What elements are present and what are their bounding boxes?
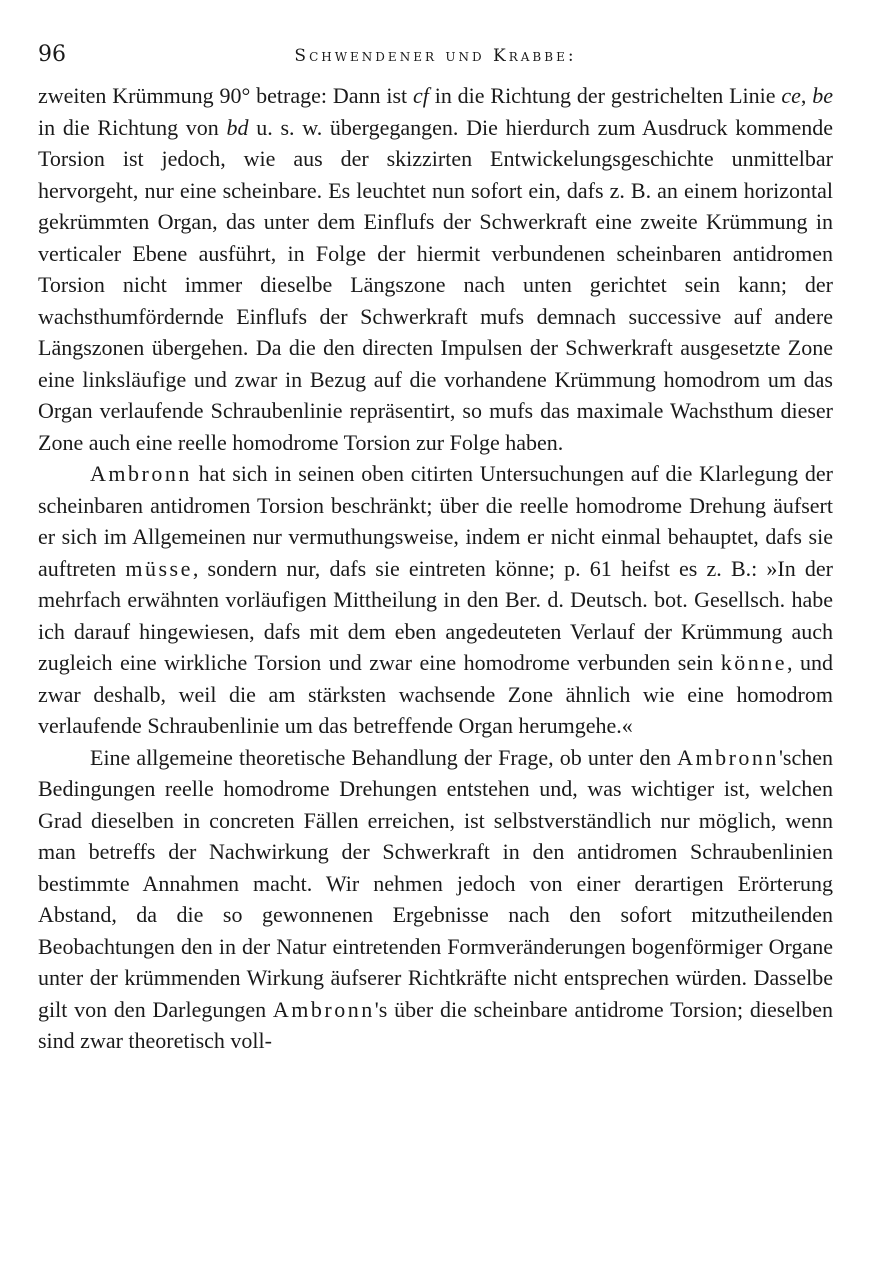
running-title: Schwendener und Krabbe: (294, 46, 577, 66)
paragraph-1 (38, 80, 833, 458)
spaced-name: Ambronn (90, 461, 192, 486)
text-run: , und zwar deshalb, weil die am stärksten wachsende Zone ähnlich wie eine homodrom verlaufende Schraubenlinie um das betreffende Organ herumgehe.« (38, 650, 833, 738)
document-page (38, 40, 833, 1057)
text-run: 's über die scheinbare antidrome Torsion; dieselben sind zwar theoretisch voll- (38, 996, 833, 1053)
text-run: 'schen Bedingungen reelle homodrome Drehungen entstehen und, was wichtiger ist, welchen Grad dieselben in concreten Fällen erreichen, ist selbstverständlich nur möglich, wenn man betreffs der Nachwirkung der Schwerkraft in den antidromen Schraubenlinien bestimmte Annahmen macht. Wir nehmen jedoch von einer derartigen Erörterung Abstand, da die so gewonnenen Ergebnisse nach den sofort mitzutheilenden Beobachtungen den in der Natur eintretenden Formveränderungen bogenförmiger Organe unter der krümmenden Wirkung äufserer Richtkräfte nicht entsprechen würden. Dasselbe gilt von den Darlegungen (38, 744, 833, 1022)
italic-symbol: bd (226, 114, 249, 140)
text-run: in die Richtung von (38, 114, 227, 140)
text-run: , sondern nur, dafs sie eintreten könne; p. 61 heifst es z. B.: »In der mehrfach erwähnten vorläufigen Mittheilung in den Ber. d. Deutsch. bot. Gesellsch. habe ich darauf hingewiesen, dafs mit dem eben angedeuteten Verlauf der Krümmung auch zugleich eine wirkliche Torsion und zwar eine homodrome verbunden sein (38, 555, 834, 675)
text-run: hat sich in seinen oben citirten Untersuchungen auf die Klarlegung der scheinbaren antidromen Torsion beschränkt; über die reelle homodrome Drehung äufsert er sich im Allgemeinen nur vermuthungsweise, indem er nicht einmal behauptet, dafs sie auftreten (38, 461, 833, 581)
spaced-name: Ambronn (272, 996, 375, 1022)
italic-symbol: cf (412, 83, 429, 108)
paragraph-3 (38, 742, 833, 1057)
italic-symbol: ce (781, 83, 801, 108)
text-run: , (800, 83, 813, 108)
text-run: u. s. w. übergegangen. Die hierdurch zum Ausdruck kommende Torsion ist jedoch, wie aus der skizzirten Entwickelungsgeschichte unmittelbar hervorgeht, nur eine scheinbare. Es leuchtet nun sofort ein, dafs z. B. an einem horizontal gekrümmten Organ, das unter dem Einflufs der Schwerkraft eine zweite Krümmung in verticaler Ebene ausführt, in Folge der hiermit verbundenen scheinbaren antidromen Torsion nicht immer dieselbe Längszone nach unten gerichtet sein kann; der wachsthumfördernde Einflufs der Schwerkraft mufs demnach successive auf andere Längszonen übergehen. Da die den directen Impulsen der Schwerkraft ausgesetzte Zone eine linksläufige und zwar in Bezug auf die vorhandene Krümmung homodrom um das Organ verlaufende Schraubenlinie repräsentirt, so mufs das maximale Wachsthum dieser Zone auch eine reelle homodrome Torsion zur Folge haben. (38, 114, 834, 455)
paragraph-2 (38, 458, 833, 742)
text-run: in die Richtung der gestrichelten Linie (428, 83, 782, 108)
italic-symbol: be (812, 83, 833, 108)
body-text (38, 80, 833, 1057)
running-head (38, 40, 833, 74)
spaced-name: Ambronn (677, 744, 779, 770)
text-run: zweiten Krümmung 90° betrage: Dann ist (38, 83, 413, 108)
text-run: Eine allgemeine theoretische Behandlung der Frage, ob unter den (90, 744, 678, 770)
spaced-name: könne (720, 650, 787, 675)
page-number: 96 (38, 42, 66, 67)
spaced-name: müsse (125, 555, 193, 581)
